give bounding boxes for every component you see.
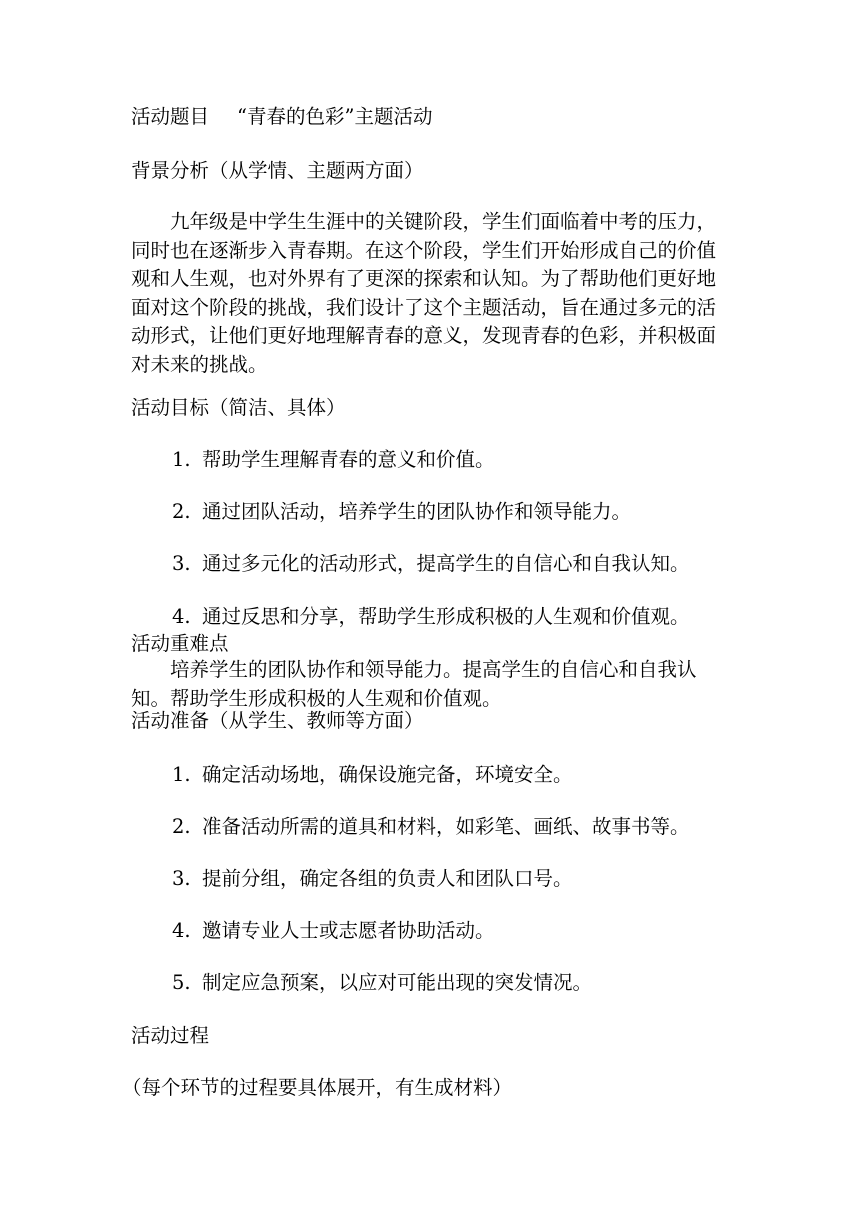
keypoints-paragraph-text: 培养学生的团队协作和领导能力。提高学生的自信心和自我认知。帮助学生形成积极的人生观和价值观。 xyxy=(131,658,697,710)
prep-item-number: 5. xyxy=(172,971,191,994)
prep-item-number: 1. xyxy=(172,763,191,786)
activity-title-value: “青春的色彩”主题活动 xyxy=(237,105,433,128)
goal-item-number: 1. xyxy=(172,448,191,471)
keypoints-paragraph xyxy=(131,656,731,713)
activity-title-line xyxy=(131,103,432,130)
prep-item-3 xyxy=(172,865,573,892)
background-paragraph-text: 九年级是中学生生涯中的关键阶段，学生们面临着中考的压力，同时也在逐渐步入青春期。在这个阶段，学生们开始形成自己的价值观和人生观，也对外界有了更深的探索和认知。为了帮助他们更好地面对这个阶段的挑战，我们设计了这个主题活动，旨在通过多元的活动形式，让他们更好地理解青春的意义，发现青春的色彩，并积极面对未来的挑战。 xyxy=(131,210,717,376)
goal-item-2 xyxy=(172,498,631,525)
process-note: （每个环节的过程要具体展开，有生成材料） xyxy=(122,1076,513,1099)
goal-item-4 xyxy=(172,603,690,630)
goal-item-text: 通过反思和分享，帮助学生形成积极的人生观和价值观。 xyxy=(202,605,690,628)
process-heading: 活动过程 xyxy=(131,1024,210,1047)
goal-item-number: 4. xyxy=(172,605,191,628)
goal-item-number: 2. xyxy=(172,500,191,523)
prep-item-text: 邀请专业人士或志愿者协助活动。 xyxy=(202,919,495,942)
prep-item-number: 4. xyxy=(172,919,191,942)
activity-title-label: 活动题目 xyxy=(131,105,210,128)
goal-item-text: 通过多元化的活动形式，提高学生的自信心和自我认知。 xyxy=(202,552,690,575)
prep-item-text: 确定活动场地，确保设施完备，环境安全。 xyxy=(202,763,573,786)
goal-item-1 xyxy=(172,446,495,473)
prep-item-number: 3. xyxy=(172,867,191,890)
background-heading: 背景分析（从学情、主题两方面） xyxy=(131,159,424,182)
prep-heading: 活动准备（从学生、教师等方面） xyxy=(131,709,424,732)
prep-item-5 xyxy=(172,969,592,996)
goal-item-number: 3. xyxy=(172,552,191,575)
prep-item-2 xyxy=(172,813,690,840)
prep-item-text: 制定应急预案，以应对可能出现的突发情况。 xyxy=(202,971,593,994)
goal-item-text: 通过团队活动，培养学生的团队协作和领导能力。 xyxy=(202,500,632,523)
prep-item-text: 提前分组，确定各组的负责人和团队口号。 xyxy=(202,867,573,890)
background-paragraph xyxy=(131,208,731,379)
prep-item-1 xyxy=(172,761,573,788)
prep-item-text: 准备活动所需的道具和材料，如彩笔、画纸、故事书等。 xyxy=(202,815,690,838)
goal-item-text: 帮助学生理解青春的意义和价值。 xyxy=(202,448,495,471)
goals-heading: 活动目标（简洁、具体） xyxy=(131,396,346,419)
prep-item-4 xyxy=(172,917,495,944)
goal-item-3 xyxy=(172,550,690,577)
prep-item-number: 2. xyxy=(172,815,191,838)
keypoints-heading: 活动重难点 xyxy=(131,632,229,655)
